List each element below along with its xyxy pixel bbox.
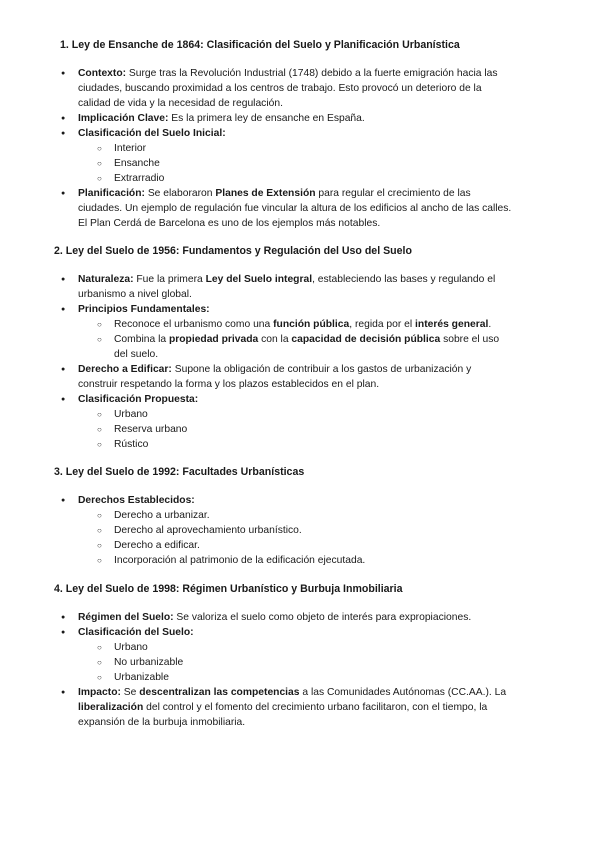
bullet-list: [54, 272, 512, 452]
section-2: [54, 244, 512, 452]
item-label: Impacto:: [78, 687, 121, 698]
list-item: ● Implicación Clave: Es la primera ley de ensanche en España.: [78, 111, 512, 126]
sub-list-item: ○ Reserva urbano: [114, 422, 512, 437]
item-label: Principios Fundamentales:: [78, 304, 210, 315]
sub-list-item: ○ Extrarradio: [114, 171, 512, 186]
sub-list-item: ○ Reconoce el urbanismo como una función pública, regida por el interés general.: [114, 317, 512, 332]
sub-list: [78, 407, 512, 452]
section-1: [54, 38, 512, 231]
list-item: [78, 302, 512, 362]
list-item: [78, 392, 512, 452]
section-3: [54, 465, 512, 568]
sub-list-item: ○ Interior: [114, 141, 512, 156]
bullet-list: [54, 610, 512, 730]
list-item: ● Contexto: Surge tras la Revolución Industrial (1748) debido a la fuerte emigración hacia las ciudades, buscando proximidad a los centros de trabajo. Esto provocó un deterioro de la calidad de vida y la necesidad de regulación.: [78, 66, 512, 111]
section-heading: 4. Ley del Suelo de 1998: Régimen Urbanístico y Burbuja Inmobiliaria: [54, 583, 403, 595]
sub-list-item: ○ Derecho a urbanizar.: [114, 508, 512, 523]
sub-list-item: ○ Urbano: [114, 640, 512, 655]
list-item: ● Régimen del Suelo: Se valoriza el suelo como objeto de interés para expropiaciones.: [78, 610, 512, 625]
bullet-list: [54, 66, 512, 231]
sub-list-item: ○ Urbano: [114, 407, 512, 422]
item-label: Derecho a Edificar:: [78, 364, 172, 375]
list-item: [78, 126, 512, 186]
sub-list-item: ○ Ensanche: [114, 156, 512, 171]
sub-list-item: ○ Rústico: [114, 437, 512, 452]
sub-list-item: ○ Derecho al aprovechamiento urbanístico.: [114, 523, 512, 538]
item-label: Contexto:: [78, 68, 127, 79]
sub-list: [78, 141, 512, 186]
item-label: Derechos Establecidos:: [78, 495, 195, 506]
item-label: Planificación:: [78, 188, 145, 199]
list-item: ● Derecho a Edificar: Supone la obligación de contribuir a los gastos de urbanización y construir respetando la forma y los plazos establecidos en el plan.: [78, 362, 512, 392]
sub-list-item: ○ Urbanizable: [114, 670, 512, 685]
bullet-list: [54, 493, 512, 568]
sub-list-item: ○ Combina la propiedad privada con la capacidad de decisión pública sobre el uso del suelo.: [114, 332, 512, 362]
item-label: Clasificación del Suelo Inicial:: [78, 128, 226, 139]
sub-list: [78, 317, 512, 362]
item-label: Implicación Clave:: [78, 113, 169, 124]
list-item: [78, 625, 512, 685]
list-item: ● Planificación: Se elaboraron Planes de Extensión para regular el crecimiento de las ciudades. Un ejemplo de regulación fue vincular la altura de los edificios al ancho de las calles. El Plan Cerdá de Barcelona es uno de los ejemplos más notables.: [78, 186, 512, 231]
sub-list-item: ○ Incorporación al patrimonio de la edificación ejecutada.: [114, 553, 512, 568]
sub-list: [78, 508, 512, 568]
item-label: Clasificación Propuesta:: [78, 394, 199, 405]
sub-list-item: ○ Derecho a edificar.: [114, 538, 512, 553]
list-item: ● Naturaleza: Fue la primera Ley del Suelo integral, estableciendo las bases y regulando el urbanismo a nivel global.: [78, 272, 512, 302]
list-item: ● Impacto: Se descentralizan las competencias a las Comunidades Autónomas (CC.AA.). La liberalización del control y el fomento del crecimiento urbano facilitaron, con el tiempo, la expansión de la burbuja inmobiliaria.: [78, 685, 512, 730]
section-heading: 1. Ley de Ensanche de 1864: Clasificación del Suelo y Planificación Urbanística: [60, 39, 460, 51]
item-label: Clasificación del Suelo:: [78, 627, 194, 638]
sub-list-item: ○ No urbanizable: [114, 655, 512, 670]
section-4: [54, 582, 512, 730]
section-heading: 3. Ley del Suelo de 1992: Facultades Urbanísticas: [54, 466, 305, 478]
item-label: Régimen del Suelo:: [78, 612, 174, 623]
sub-list: [78, 640, 512, 685]
item-label: Naturaleza:: [78, 274, 134, 285]
section-heading: 2. Ley del Suelo de 1956: Fundamentos y Regulación del Uso del Suelo: [54, 245, 412, 257]
list-item: [78, 493, 512, 568]
